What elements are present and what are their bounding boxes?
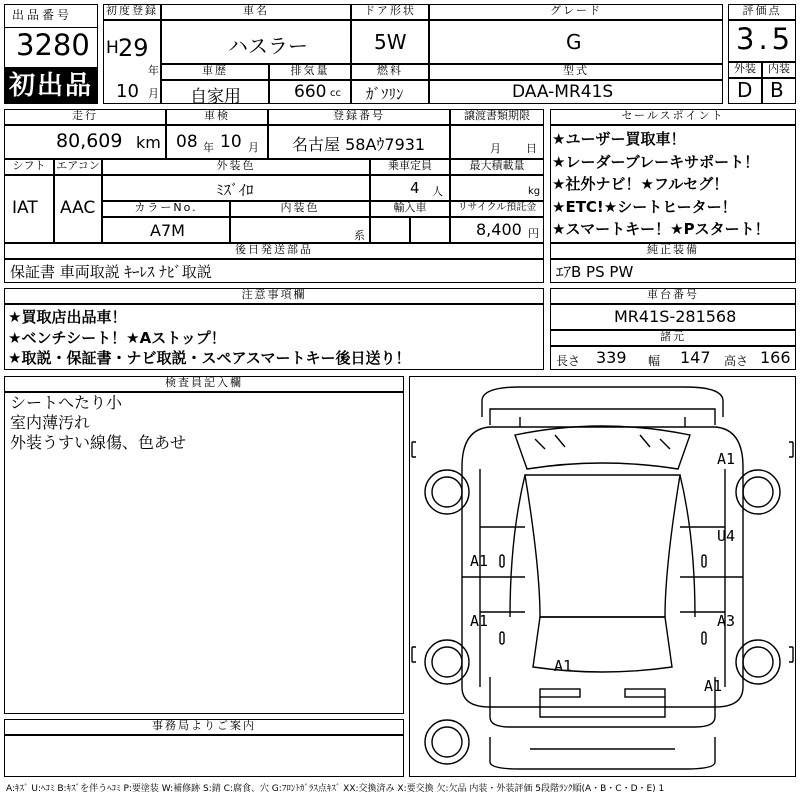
grade-label: グレード [429,4,723,20]
car-name: ハスラー [228,34,308,58]
note-line: ★取説・保証書・ナビ取説・スペアスマートキー後日送り！ [8,349,411,367]
note-line: ★買取店出品車！ [8,308,127,326]
int-color-label: 内装色 [230,201,370,217]
sales-point-line: ★社外ナビ！★フルセグ！ [552,175,729,193]
sales-point-line: ★ETC!★シートヒーター！ [552,197,737,216]
recycle-fee: 8,400 [476,220,522,239]
damage-mark: U4 [717,527,736,545]
door-label: ドア形状 [351,4,429,20]
color-no: A7M [150,221,185,240]
cc-unit: cc [330,88,341,99]
damage-diagram [409,376,796,777]
score: 3.5 [736,22,795,56]
interior-label: 内装 [762,62,796,78]
damage-mark: A3 [717,612,736,630]
note-line: ★ベンチシート！★Aストップ！ [8,328,226,347]
height: 166 [760,348,791,367]
inspector-line: 室内薄汚れ [10,413,91,432]
ext-color: ﾐｽﾞｲﾛ [216,181,254,199]
transfer-month: 月 [490,142,501,155]
inspection-year: 08 [176,132,198,152]
shift-label: シフト [4,159,54,175]
car-name-label: 車名 [161,4,351,20]
reg-month: 10 [116,81,139,102]
damage-mark: A1 [470,552,489,570]
later-parts-label: 後日発送部品 [4,243,544,259]
damage-mark: A1 [717,450,736,468]
mileage-unit: km [136,133,161,152]
damage-mark: A1 [704,677,723,695]
notes [8,307,411,369]
shift: IAT [12,198,38,218]
office-label: 事務局よりご案内 [4,719,404,735]
model-label: 型式 [429,64,723,80]
fuel: ｶﾞｿﾘﾝ [366,85,404,103]
length: 339 [596,348,627,367]
legend: A:ｷｽﾞ U:ﾍｺﾐ B:ｷｽﾞを伴うﾍｺﾐ P:要塗装 W:補修跡 S:錆 C:腐食、穴 G:ﾌﾛﾝﾄｶﾞﾗｽ点ｷｽﾞ XX:交換済み X:要交換 欠:欠品 内装・外装評価 5段階ﾗﾝｸ順(A・B・C・D・E) 1 [6,784,665,794]
ac-label: エアコン [54,159,102,175]
load-label: 最大積載量 [450,159,544,175]
mileage-label: 走行 [4,109,166,125]
chassis-label: 車台番号 [550,288,796,304]
inspection-month: 10 [220,132,242,152]
width-label: 幅 [648,354,661,368]
ext-color-label: 外装色 [102,159,370,175]
transfer-label: 譲渡書類期限 [450,109,544,125]
interior-grade: B [770,78,784,102]
damage-mark: A1 [554,657,573,675]
load-unit: kg [528,186,541,197]
later-parts: 保証書 車両取説 ｷｰﾚｽ ﾅﾋﾞ取説 [10,263,212,281]
capacity: 4 [410,179,420,197]
car-outline [410,377,795,776]
history: 自家用 [190,87,241,107]
door-type: 5W [374,30,407,54]
month-unit: 月 [148,87,159,100]
recycle-unit: 円 [528,227,539,240]
sales-points-label: セールスポイント [550,109,796,125]
sales-point-line: ★ユーザー買取車！ [552,130,686,148]
sales-point-line: ★スマートキー！★Pスタート！ [552,220,770,238]
inspector-label: 検査員記入欄 [4,376,404,392]
exterior-grade: D [737,78,753,102]
lot-number: 3280 [16,28,90,62]
inspection-label: 車検 [166,109,268,125]
exterior-label: 外装 [728,62,762,78]
notes-label: 注意事項欄 [4,288,544,304]
reg-number-label: 登録番号 [268,109,450,125]
inspector-line: シートへたり小 [10,393,123,412]
width: 147 [680,348,711,367]
capacity-label: 乗車定員 [370,159,450,175]
import-label: 輸入車 [370,201,450,217]
length-label: 長さ [556,354,581,368]
first-listing-badge: 初出品 [4,68,98,104]
damage-mark: A1 [470,612,489,630]
first-reg-label: 初度登録 [103,4,161,20]
chassis-number: MR41S-281568 [614,307,737,326]
score-label: 評価点 [728,4,796,20]
dims-label: 諸元 [550,330,796,346]
inspector-notes [10,393,186,453]
inspection-year-unit: 年 [203,141,214,154]
equipment: ｴｱB PS PW [556,263,634,281]
capacity-unit: 人 [432,185,443,198]
color-no-label: カラーNo. [102,201,230,217]
recycle-label: リサイクル預託金 [450,201,544,217]
int-color-unit: 系 [354,229,365,242]
aircon: AAC [60,198,96,218]
displacement-label: 排気量 [269,64,351,80]
equipment-label: 純正装備 [550,243,796,259]
displacement: 660 [294,82,327,102]
lot-label: 出品番号 [12,8,73,22]
era: H [106,38,119,58]
year-unit: 年 [148,64,159,77]
height-label: 高さ [724,354,749,368]
fuel-label: 燃料 [351,64,429,80]
transfer-day: 日 [526,142,537,155]
sales-points [552,128,770,241]
history-label: 車歴 [161,64,269,80]
model: DAA-MR41S [512,82,614,102]
mileage: 80,609 [56,130,123,152]
grade: G [566,30,582,54]
inspection-month-unit: 月 [248,141,259,154]
reg-year: 29 [118,34,149,62]
inspector-line: 外装うすい線傷、色あせ [10,433,187,452]
sales-point-line: ★レーダーブレーキサポート！ [552,152,760,171]
reg-number: 名古屋 58Aｳ7931 [292,135,426,154]
